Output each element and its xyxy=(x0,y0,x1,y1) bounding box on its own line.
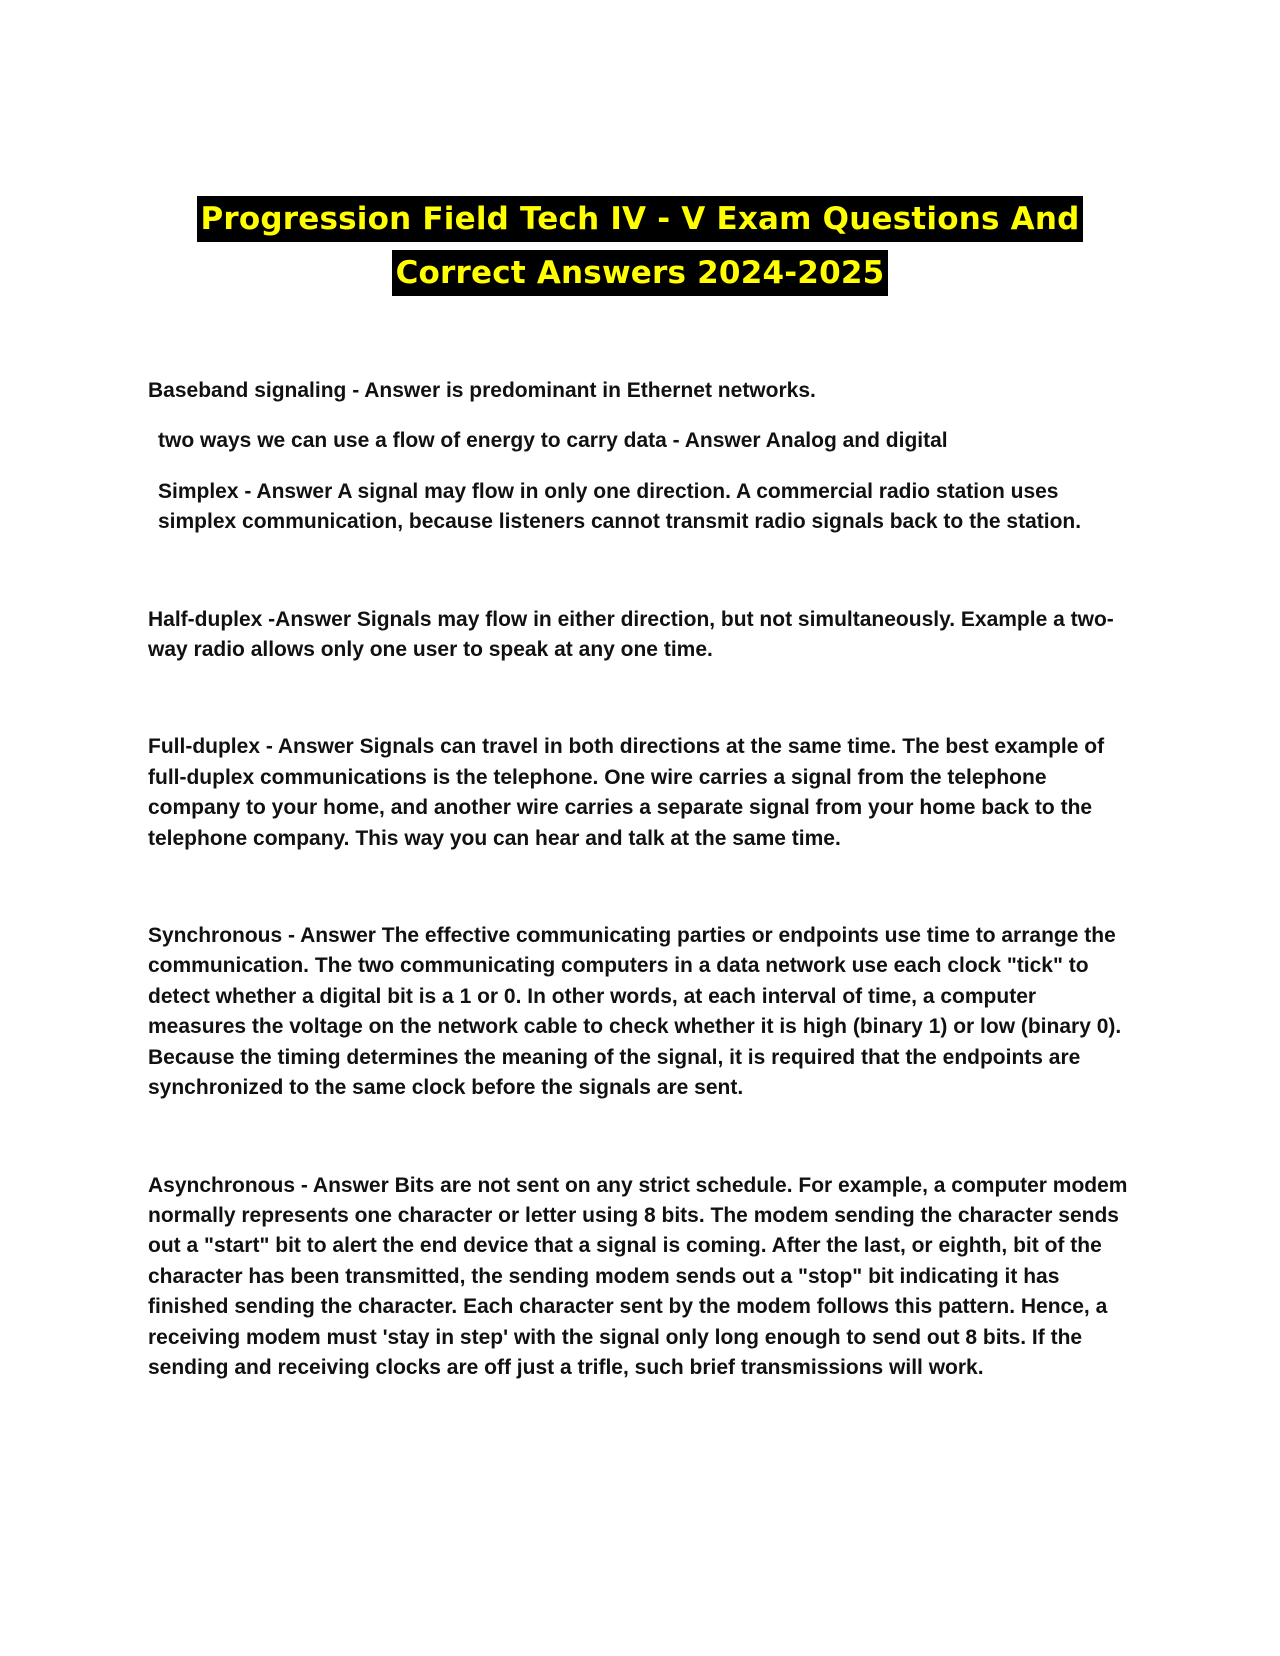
entry-baseband-signaling: Baseband signaling - Answer is predominant in Ethernet networks. xyxy=(148,379,816,402)
entry-simplex: Simplex - Answer A signal may flow in only one direction. A commercial radio station uses simplex communication, because listeners cannot transmit radio signals back to the station. xyxy=(158,479,1082,534)
entry-synchronous: Synchronous - Answer The effective communicating parties or endpoints use time to arrange the communication. The two communicating computers in a data network use each clock "tick" to detect whether a digital bit is a 1 or 0. In other words, at each interval of time, a computer measures the voltage on the network cable to check whether it is high (binary 1) or low (binary 0). Because the timing determines the meaning of the signal, it is required that the endpoints are synchronized to the same clock before the signals are sent. xyxy=(148,924,1128,1100)
entry-two-ways-energy: two ways we can use a flow of energy to carry data - Answer Analog and digital xyxy=(158,429,948,453)
entry-asynchronous: Asynchronous - Answer Bits are not sent on any strict schedule. For example, a computer modem normally represents one character or letter using 8 bits. The modem sending the character sends out a "start" bit to alert the end device that a signal is coming. After the last, or eighth, bit of the character has been transmitted, the sending modem sends out a "stop" bit indicating it has finished sending the character. Each character sent by the modem follows this pattern. Hence, a receiving modem must 'stay in step' with the signal only long enough to send out 8 bits. If the sending and receiving clocks are off just a trifle, such brief transmissions will work. xyxy=(148,1173,1134,1379)
entry-half-duplex: Half-duplex -Answer Signals may flow in either direction, but not simultaneously. Example a two-way radio allows only one user to speak at any one time. xyxy=(148,607,1114,662)
document-body xyxy=(148,376,1138,1383)
title-line-2: Correct Answers 2024-2025 xyxy=(392,250,889,296)
document-title xyxy=(0,196,1280,296)
title-line-1: Progression Field Tech IV - V Exam Questions And xyxy=(197,196,1084,242)
entry-full-duplex: Full-duplex - Answer Signals can travel in both directions at the same time. The best example of full-duplex communications is the telephone. One wire carries a signal from the telephone company to your home, and another wire carries a separate signal from your home back to the telephone company. This way you can hear and talk at the same time. xyxy=(148,735,1110,850)
